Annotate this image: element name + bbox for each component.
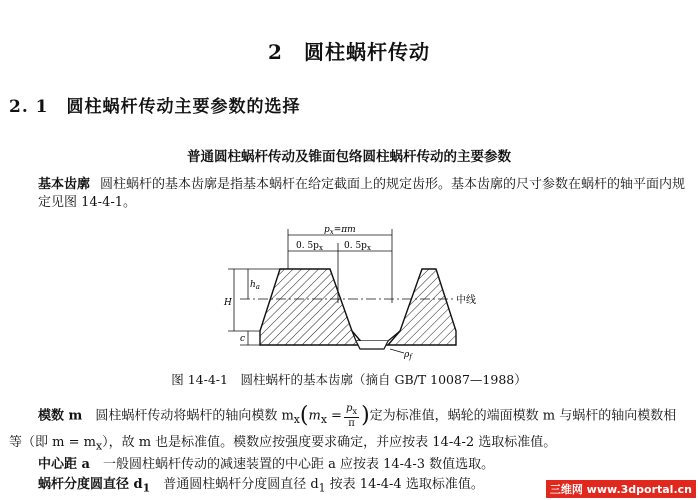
root-radius-label: $\rho_f$ (404, 350, 412, 361)
half-pitch-right-label: 0. $5p_x$ (344, 241, 371, 252)
basic-profile-label: 基本齿廓 (38, 177, 91, 192)
pitch-diameter-label: 蜗杆分度圆直径 $d_1$ (38, 477, 151, 495)
module-fraction: $\frac{p_x}{\pi}$ (345, 403, 358, 429)
tooth-profile-figure (220, 223, 480, 363)
module-paragraph-line2: 等（即 $m = m_x$），故 m 也是标准值。模数应按强度要求确定，并应按表 14-4-2 选取标准值。 (9, 435, 557, 453)
half-pitch-left-label: 0. $5p_x$ (296, 241, 323, 252)
chapter-title: 2 圆柱蜗杆传动 (268, 40, 430, 64)
basic-profile-paragraph (38, 176, 698, 212)
clearance-label: c (240, 334, 246, 344)
pitch-label: $p_x=\pi m$ (324, 225, 356, 236)
section-title: 2. 1 圆柱蜗杆传动主要参数的选择 (9, 97, 301, 117)
midline-label: 中线 (456, 295, 476, 306)
module-label: 模数 m (38, 408, 83, 424)
tooth-profile-shape (260, 269, 456, 345)
watermark-logo: 三维网 www.3dportal.cn (546, 480, 696, 498)
basic-profile-text: 圆柱蜗杆的基本齿廓是指基本蜗杆在给定截面上的规定齿形。基本齿廓的尺寸参数在蜗杆的轴平面内规定见图 14-4-1。 (38, 177, 686, 210)
center-distance-label: 中心距 a (38, 457, 90, 472)
subtitle: 普通圆柱蜗杆传动及锥面包络圆柱蜗杆传动的主要参数 (187, 149, 511, 165)
module-paragraph-line1: 模数 m 圆柱蜗杆传动将蜗杆的轴向模数 $m_x(m_x$ = $\frac{p_x}{\pi}$ )定为标准值，蜗轮的端面模数 m 与蜗杆的轴向模数相 (38, 403, 677, 429)
addendum-label: $h_a$ (250, 280, 260, 291)
pitch-diameter-paragraph: 蜗杆分度圆直径 $d_1$ 普通圆柱蜗杆分度圆直径 $d_1$ 按表 14-4-4 选取标准值。 (38, 477, 484, 495)
figure-caption: 图 14-4-1 圆柱蜗杆的基本齿廓（摘自 GB/T 10087—1988） (171, 372, 527, 387)
center-distance-paragraph: 中心距 a 一般圆柱蜗杆传动的减速装置的中心距 a 应按表 14-4-3 数值选取。 (38, 457, 495, 472)
height-label: H (224, 298, 232, 308)
